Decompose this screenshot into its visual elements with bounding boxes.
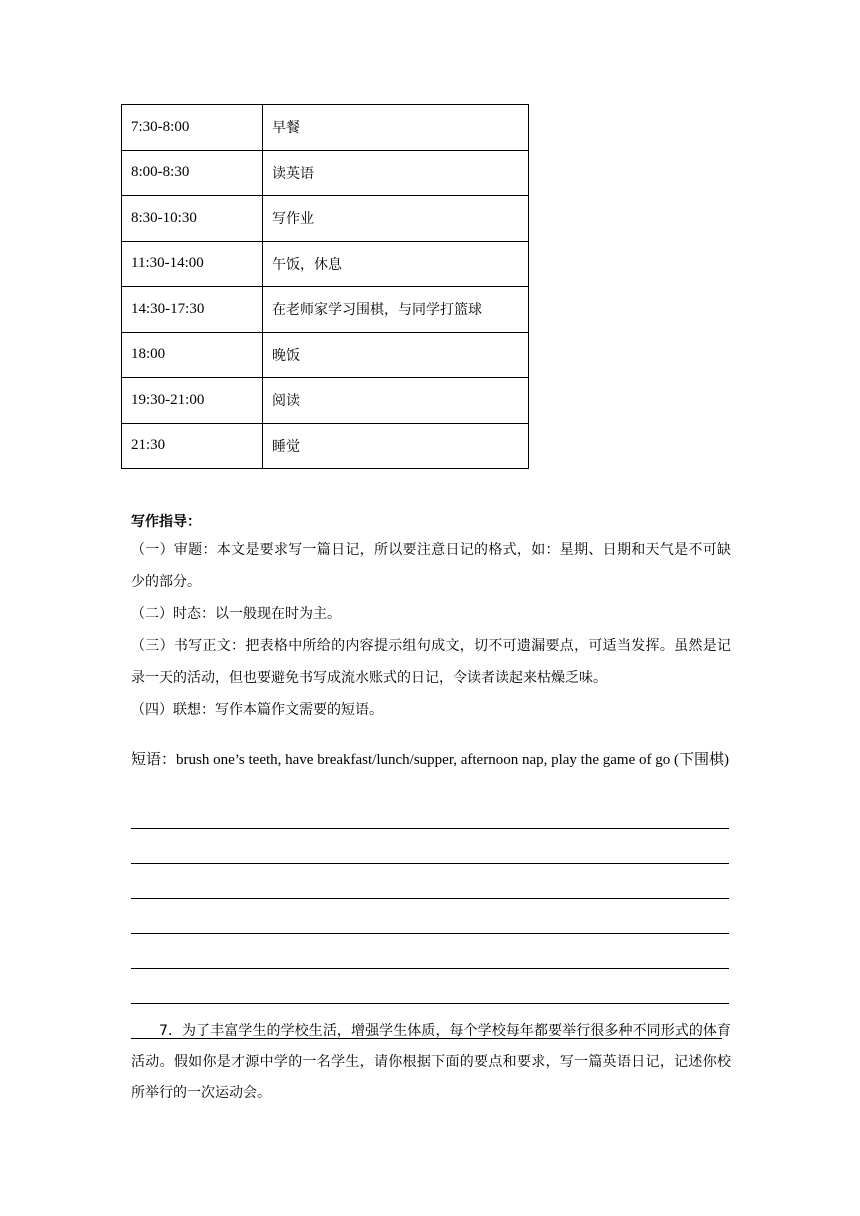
table-row [122,332,529,378]
table-row [122,150,529,196]
table-row [122,378,529,424]
time-cell: 11:30-14:00 [122,241,263,287]
activity-cell: 晚饭 [263,332,529,378]
activity-cell: 午饭，休息 [263,241,529,287]
table-row [122,423,529,469]
activity-cell: 睡觉 [263,423,529,469]
activity-cell: 写作业 [263,196,529,242]
answer-line[interactable] [131,969,729,1004]
guide-title: 写作指导： [131,514,201,530]
table-row [122,196,529,242]
time-cell: 18:00 [122,332,263,378]
time-cell: 14:30-17:30 [122,287,263,333]
time-cell: 7:30-8:00 [122,105,263,151]
guide-item-tense: （二）时态：以一般现在时为主。 [131,606,341,622]
answer-line[interactable] [131,934,729,969]
guide-item-association: （四）联想：写作本篇作文需要的短语。 [131,702,383,718]
answer-line[interactable] [131,829,729,864]
answer-line[interactable] [131,794,729,829]
activity-cell: 读英语 [263,150,529,196]
phrases-line: 短语：brush one’s teeth, have breakfast/lunch/supper, afternoon nap, play the game of go (下围棋) [131,752,729,768]
time-cell: 21:30 [122,423,263,469]
time-cell: 8:00-8:30 [122,150,263,196]
activity-cell: 在老师家学习围棋，与同学打篮球 [263,287,529,333]
writing-guide [131,510,731,726]
schedule-table [121,104,529,469]
table-row [122,241,529,287]
activity-cell: 早餐 [263,105,529,151]
answer-lines [131,794,729,1039]
table-row [122,287,529,333]
guide-item-body: （三）书写正文：把表格中所给的内容提示组句成文，切不可遗漏要点，可适当发挥。虽然是记录一天的活动，但也要避免书写成流水账式的日记，令读者读起来枯燥乏味。 [131,638,731,686]
question-7: 7．为了丰富学生的学校生活，增强学生体质，每个学校每年都要举行很多种不同形式的体育活动。假如你是才源中学的一名学生，请你根据下面的要点和要求，写一篇英语日记，记述你校所举行的一次运动会。 [131,1023,731,1101]
time-cell: 8:30-10:30 [122,196,263,242]
answer-line[interactable] [131,899,729,934]
activity-cell: 阅读 [263,378,529,424]
table-row [122,105,529,151]
guide-item-review: （一）审题：本文是要求写一篇日记，所以要注意日记的格式，如：星期、日期和天气是不可缺少的部分。 [131,542,731,590]
time-cell: 19:30-21:00 [122,378,263,424]
answer-line[interactable] [131,864,729,899]
